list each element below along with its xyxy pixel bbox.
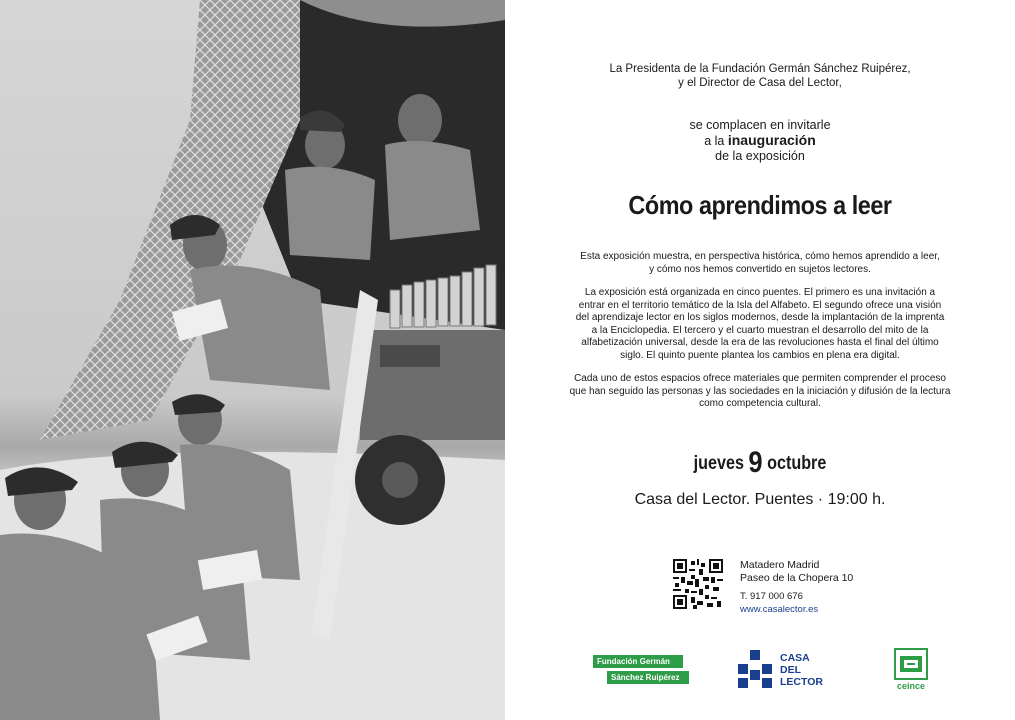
event-month: octubre — [767, 453, 827, 474]
paragraph-2-line: del aprendizaje lector en los siglos modernos, desde la implantación de la imprenta — [575, 312, 945, 324]
paragraph-2 — [505, 287, 1015, 363]
casa-wordmark-line-1: CASA — [780, 652, 810, 664]
photo-illustration — [0, 0, 505, 720]
paragraph-1-line: y cómo nos hemos convertido en sujetos lectores. — [649, 263, 871, 275]
casa-wordmark-line-2: DEL — [780, 664, 801, 676]
invitation-line-1: se complacen en invitarle — [689, 118, 831, 132]
invitation-line-2 — [505, 133, 1015, 149]
paragraph-2-line: La exposición está organizada en cinco puentes. El primero es una invitación a — [584, 287, 936, 298]
invitation-line-3: de la exposición — [715, 149, 805, 163]
ceince-mark-icon — [891, 648, 931, 680]
hosts-line-2: y el Director de Casa del Lector, — [678, 77, 842, 89]
paragraph-2-line: alfabetización universal, desde la era de las revoluciones hasta el final del último — [581, 337, 939, 349]
website-link[interactable]: www.casalector.es — [740, 604, 819, 615]
phone-number: T. 917 000 676 — [740, 591, 803, 602]
hosts-block — [505, 62, 1015, 90]
casa-wordmark-line-3: LECTOR — [780, 676, 823, 688]
hosts-line-1: La Presidenta de la Fundación Germán Sánchez Ruipérez, — [609, 63, 911, 75]
paragraph-3-line: Cada uno de estos espacios ofrece materiales que permiten comprender el proceso — [574, 373, 946, 384]
invitation-block — [505, 118, 1015, 164]
address-line-1: Matadero Madrid — [740, 559, 820, 571]
ceince-wordmark: ceince — [896, 681, 926, 691]
exhibition-title: Cómo aprendimos a leer — [628, 190, 892, 220]
inauguration-word: inauguración — [727, 132, 816, 148]
paragraph-2-line: siglo. El quinto puente plantea los cambios en plena era digital. — [620, 349, 900, 361]
paragraph-3 — [505, 373, 1015, 411]
paragraph-3-line: como competencia cultural. — [699, 398, 821, 410]
invitation-text-panel — [505, 0, 1015, 720]
address-line-2: Paseo de la Chopera 10 — [740, 572, 854, 584]
paragraph-2-line: a la Enciclopedia. El tercero y el cuarto muestran el desarrollo del mito de la — [591, 324, 929, 336]
fgsr-logo-line-1: Fundación Germán — [593, 655, 683, 668]
ceince-logo — [891, 648, 931, 693]
casa-del-lector-wordmark — [780, 652, 823, 688]
paragraph-1-line: Esta exposición muestra, en perspectiva histórica, cómo hemos aprendido a leer, — [580, 251, 940, 262]
address-block — [740, 559, 853, 616]
paragraph-2-line: entrar en el territorio temático de la Isla del Alfabeto. El segundo ofrece una visión — [578, 299, 942, 311]
event-venue: Casa del Lector. Puentes · 19:00 h. — [634, 491, 886, 508]
qr-code-icon[interactable] — [673, 559, 723, 609]
event-day: 9 — [748, 446, 763, 479]
event-date — [543, 446, 977, 480]
fgsr-logo-line-2: Sánchez Ruipérez — [607, 671, 689, 684]
casa-del-lector-logo — [738, 648, 838, 693]
invitation-line-2-prefix: a la — [704, 134, 725, 148]
paragraph-1 — [505, 251, 1015, 276]
soldiers-reading-photo — [0, 0, 505, 720]
fundacion-gsr-logo — [593, 655, 683, 687]
event-weekday: jueves — [693, 453, 744, 474]
paragraph-3-line: que han seguido las personas y las sociedades en la iniciación y difusión de la lectura — [569, 385, 951, 397]
casa-del-lector-mark-icon — [738, 650, 774, 690]
